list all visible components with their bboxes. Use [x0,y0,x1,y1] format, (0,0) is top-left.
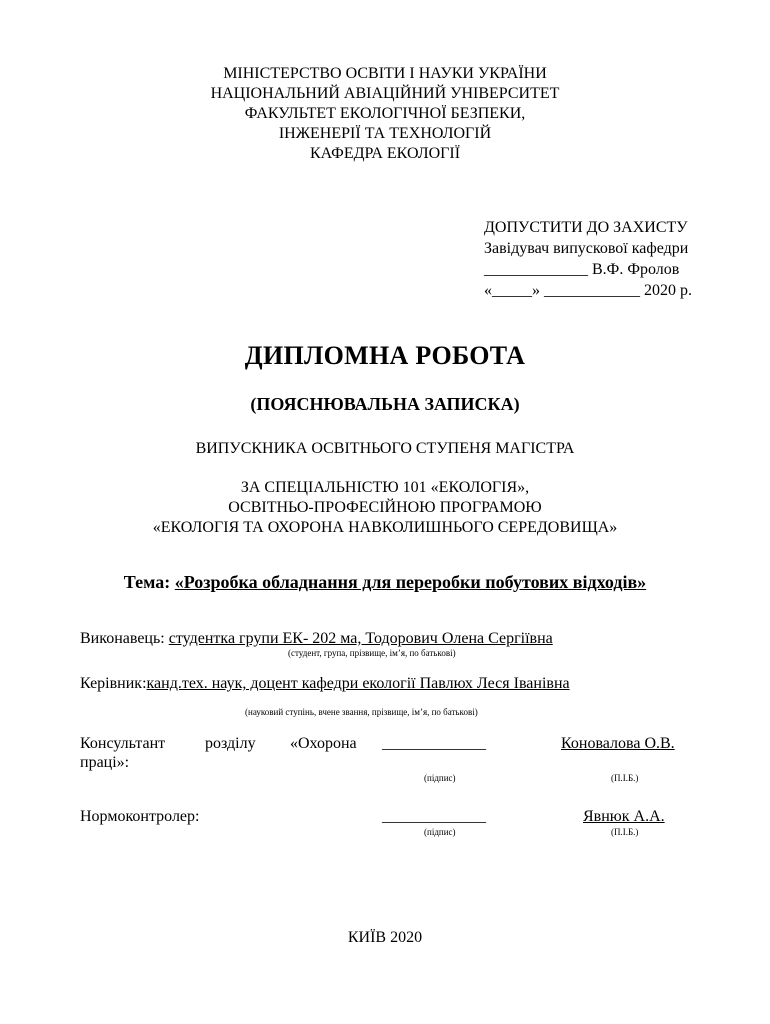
document-subtitle: (ПОЯСНЮВАЛЬНА ЗАПИСКА) [250,394,520,414]
specialty-line-3: «ЕКОЛОГІЯ ТА ОХОРОНА НАВКОЛИШНЬОГО СЕРЕДОВИЩА» [152,519,618,536]
ministry-line: МІНІСТЕРСТВО ОСВІТИ І НАУКИ УКРАЇНИ [223,65,547,82]
topic-line [0,572,770,593]
consultant-word-3: «Охорона [290,735,357,752]
degree-line: ВИПУСКНИКА ОСВІТНЬОГО СТУПЕНЯ МАГІСТРА [195,440,575,457]
executor-value: студентка групи ЕК- 202 ма, Тодорович Олена Сергіївна [168,630,553,647]
consultant-name: Коновалова О.В. [561,735,675,752]
supervisor-value: канд.тех. наук, доцент кафедри екології Павлюх Леся Іванівна [146,675,570,692]
consultant-word-1: Консультант [80,735,166,752]
university-line: НАЦІОНАЛЬНИЙ АВІАЦІЙНИЙ УНІВЕРСИТЕТ [210,85,560,102]
executor-line [80,630,553,648]
topic-value: «Розробка обладнання для переробки побутових відходів» [174,572,647,592]
normcontroller-sign-note: (підпис) [424,827,456,837]
approval-head-title: Завідувач випускової кафедри [484,240,689,257]
specialty-line-1: ЗА СПЕЦІАЛЬНІСТЮ 101 «ЕКОЛОГІЯ», [240,479,530,496]
topic-label: Тема: [123,572,175,592]
specialty-block [0,478,770,538]
specialty-line-2: ОСВІТНЬО-ПРОФЕСІЙНОЮ ПРОГРАМОЮ [228,499,542,516]
consultant-word-4: праці»: [80,754,130,771]
normcontroller-name: Явнюк А.А. [583,808,665,825]
executor-label: Виконавець: [80,630,169,647]
supervisor-line [80,675,570,693]
consultant-word-2: розділу [205,735,256,752]
institution-header [0,64,770,164]
approval-signature: _____________ В.Ф. Фролов [484,261,680,278]
approval-heading: ДОПУСТИТИ ДО ЗАХИСТУ [484,219,688,236]
consultant-sign-note: (підпис) [424,773,456,783]
supervisor-label: Керівник: [80,675,147,692]
supervisor-note: (науковий ступінь, вчене звання, прізвище, ім’я, по батькові) [245,707,478,717]
city-year-footer: КИЇВ 2020 [347,929,423,946]
document-title: ДИПЛОМНА РОБОТА [244,341,526,370]
consultant-name-note: (П.І.Б.) [611,773,639,783]
executor-note: (студент, група, прізвище, ім’я, по батькові) [288,648,456,658]
department-line: КАФЕДРА ЕКОЛОГІЇ [309,145,461,162]
approval-date: «_____» ____________ 2020 р. [484,282,692,299]
normcontroller-label: Нормоконтролер: [80,808,200,825]
faculty-line-2: ІНЖЕНЕРІЇ ТА ТЕХНОЛОГІЙ [278,125,492,142]
approval-block [484,217,692,301]
normcontroller-signature-blank: _____________ [382,808,486,825]
consultant-signature-blank: _____________ [382,735,486,752]
normcontroller-name-note: (П.І.Б.) [611,827,639,837]
faculty-line: ФАКУЛЬТЕТ ЕКОЛОГІЧНОЇ БЕЗПЕКИ, [244,105,526,122]
